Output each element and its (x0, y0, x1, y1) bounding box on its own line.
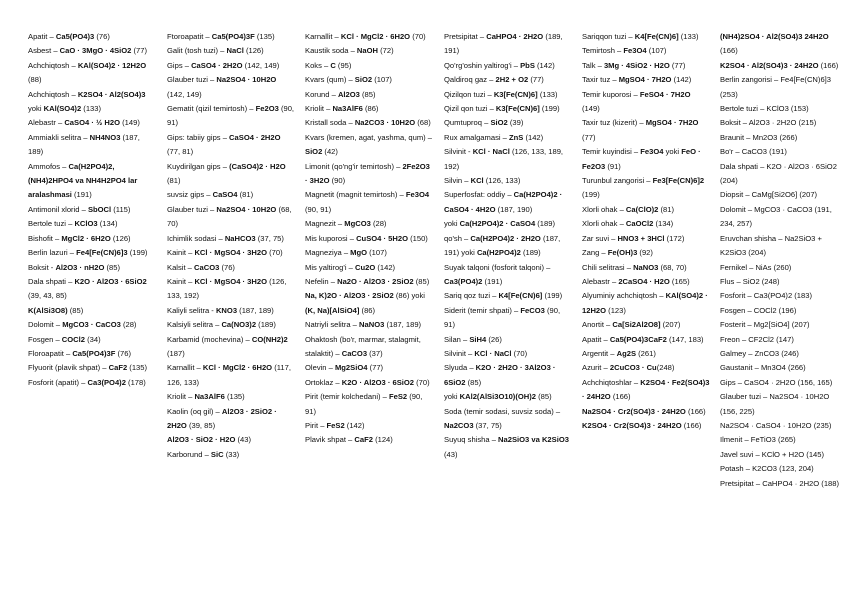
index-entry: Antimonil xlorid – SbOCl (115) (28, 204, 131, 214)
index-entry: Plavik shpat – CaF2 (124) (305, 435, 393, 445)
index-entry: Boksit – Al2O3 · 2H2O (215) (720, 118, 817, 128)
index-entry: Xlorli ohak – CaOCl2 (134) (582, 219, 674, 229)
index-entry: Achchiqtosh – K2SO4 · Al2(SO4)3 (28, 89, 146, 99)
index-entry: Dolomit – MgCO3 · CaCO3 (191, 234, 257) (720, 204, 832, 229)
index-entry: Qo'rg'oshin yaltirog'i – PbS (142) (444, 60, 555, 70)
index-entry: Nefelin – Na2O · Al2O3 · 2SiO2 (85) (305, 276, 430, 286)
index-entry: Diopsit – CaMg[Si2O6] (207) (720, 190, 818, 200)
index-entry: Karnallit – KCl · MgCl2 · 6H2O (70) (305, 32, 426, 41)
index-entry: Taxir tuz (kizerit) – MgSO4 · 7H2O (77) (582, 118, 699, 142)
index-entry: Gips – CaSO4 · 2H2O (142, 149) (167, 60, 280, 70)
index-entry: Freon – CF2Cl2 (147) (720, 334, 794, 344)
index-entry: Ilmenit – FeTiO3 (265) (720, 435, 796, 445)
index-entry: Mis kuporosi – CuSO4 · 5H2O (150) (305, 233, 428, 243)
index-column-4 (444, 30, 572, 462)
index-entry: Achchiqtoshlar – K2SO4 · Fe2(SO4)3 · 24H2O (166) (582, 377, 710, 402)
index-entry: Achchiqtosh – KAl(SO4)2 · 12H2O (88) (28, 60, 147, 85)
index-entry: Pirit (temir kolchedani) – FeS2 (90, 91) (305, 392, 423, 416)
index-entry: Berlin zangorisi – Fe4[Fe(CN)6]3 (253) (720, 75, 831, 99)
index-entry: Flyuorit (plavik shpat) – CaF2 (135) (28, 363, 148, 373)
index-entry: Gips: tabiiy gips – CaSO4 · 2H2O (77, 81) (167, 132, 281, 157)
index-entry: suvsiz gips – CaSO4 (81) (167, 190, 254, 200)
index-entry: Fosforit (apatit) – Ca3(PO4)2 (178) (28, 377, 146, 387)
index-entry: Qizilqon tuzi – K3[Fe(CN)6] (133) (444, 89, 558, 99)
index-entry: Temir kuporosi – FeSO4 · 7H2O (149) (582, 89, 691, 114)
index-entry: Ammiakli selitra – NH4NO3 (187, 189) (28, 132, 140, 157)
index-entry: Karnallit – KCl · MgCl2 · 6H2O (117, 126, 133) (167, 363, 291, 387)
index-entry: Fosforit – Ca3(PO4)2 (183) (720, 291, 813, 301)
index-entry: Qumtuproq – SiO2 (39) (444, 118, 524, 128)
index-entry: Kuydirilgan gips – (CaSO4)2 · H2O (81) (167, 161, 286, 186)
index-entry: Braunit – Mn2O3 (266) (720, 132, 798, 142)
index-entry: Eruvchan shisha – Na2SiO3 + K2SiO3 (204) (720, 233, 822, 258)
index-entry: Alebastr – 2CaSO4 · H2O (165) (582, 276, 690, 286)
index-entry: Pirit – FeS2 (142) (305, 420, 365, 430)
index-entry: Flus – SiO2 (248) (720, 276, 780, 286)
index-entry: Kvars (kremen, agat, yashma, qum) – SiO2 (42) (305, 132, 433, 157)
index-entry: Alyuminiy achchiqtosh – KAl(SO4)2 · 12H2O (123) (582, 291, 708, 315)
index-entry: (K, Na)[AlSiO4] (86) (305, 305, 376, 315)
index-entry: Kalsit – CaCO3 (76) (167, 262, 235, 272)
index-entry: Gaustanit – Mn3O4 (266) (720, 363, 806, 373)
index-entry: Dala shpati – K2O · Al2O3 · 6SiO2 (39, 43, 85) (28, 276, 147, 301)
index-entry: Mis yaltirog'i – Cu2O (142) (305, 262, 396, 272)
index-entry: Sariqqon tuzi – K4[Fe(CN)6] (133) (582, 32, 699, 41)
index-entry: Qaldiroq gaz – 2H2 + O2 (77) (444, 75, 544, 85)
index-entry: Siderit (temir shpati) – FeCO3 (90, 91) (444, 305, 561, 330)
index-entry: qo'sh – Ca(H2PO4)2 · 2H2O (187, 191) yoki Ca(H2PO4)2 (189) (444, 233, 561, 258)
index-entry: Korund – Al2O3 (85) (305, 89, 376, 99)
index-entry: yoki KAl(SO4)2 (133) (28, 104, 102, 114)
index-entry: Asbest – CaO · 3MgO · 4SiO2 (77) (28, 46, 148, 56)
index-entry: Fosgen – COCl2 (34) (28, 334, 101, 344)
index-entry: Qizil qon tuzi – K3[Fe(CN)6] (199) (444, 104, 560, 114)
index-entry: Boksit - Al2O3 · nH2O (85) (28, 262, 121, 272)
index-entry: Kaliyli selitra - KNO3 (187, 189) (167, 305, 274, 315)
index-entry: Zar suvi – HNO3 + 3HCl (172) (582, 233, 685, 243)
index-entry: Magnetit (magnit temirtosh) – Fe3O4 (90, 91) (305, 190, 430, 214)
index-entry: Silvin – KCl (126, 133) (444, 176, 521, 186)
index-page (28, 30, 840, 570)
index-entry: Turunbul zangorisi – Fe3[Fe(CN)6]2 (199) (582, 176, 705, 200)
index-entry: Karborund – SiC (33) (167, 449, 240, 459)
index-entry: Kainit – KCl · MgSO4 · 3H2O (126, 133, 192) (167, 276, 287, 301)
index-entry: Apatit – Ca5(PO4)3CaF2 (147, 183) (582, 334, 704, 344)
index-column-5 (582, 30, 710, 433)
index-entry: Kaustik soda – NaOH (72) (305, 46, 394, 56)
index-entry: Magnezit – MgCO3 (28) (305, 219, 387, 229)
index-entry: Kainit – KCl · MgSO4 · 3H2O (70) (167, 248, 283, 258)
index-entry: Limonit (qo'ng'ir temirtosh) – 2Fe2O3 · 3H2O (90) (305, 161, 430, 186)
index-entry: Magneziya – MgO (107) (305, 248, 387, 258)
index-entry: Bertole tuzi – KClO3 (153) (720, 104, 809, 114)
index-entry: Olevin – Mg2SiO4 (77) (305, 363, 384, 373)
index-entry: Floroapatit – Ca5(PO4)3F (76) (28, 348, 131, 358)
index-entry: Karbamid (mochevina) – CO(NH2)2 (187) (167, 334, 288, 358)
index-entry: Silan – SiH4 (26) (444, 334, 502, 344)
index-column-2 (167, 30, 295, 462)
index-entry: Kalsiyli selitra – Ca(NO3)2 (189) (167, 320, 276, 330)
index-entry: Ftoroapatit – Ca5(PO4)3F (135) (167, 32, 275, 41)
index-entry: Alebastr – CaSO4 · ½ H2O (149) (28, 118, 140, 128)
index-entry: (NH4)2SO4 · Al2(SO4)3 24H2O (166) (720, 32, 829, 56)
index-entry: yoki Ca(H2PO4)2 · CaSO4 (189) (444, 219, 556, 229)
index-entry: Bo'r – CaCO3 (191) (720, 147, 787, 157)
index-entry: Pretsipitat – CaHPO4 · 2H2O (188) (720, 478, 840, 488)
index-entry: Kriolit – Na3AlF6 (86) (305, 104, 379, 114)
index-entry: Kvars (qum) – SiO2 (107) (305, 75, 392, 85)
index-column-6 (720, 30, 842, 491)
index-entry: Suyak talqoni (fosforit talqoni) – Ca3(PO4)2 (191) (444, 262, 551, 286)
index-entry: Temir kuyindisi – Fe3O4 yoki FeO · Fe2O3 (91) (582, 147, 701, 171)
index-entry: Chili selitrasi – NaNO3 (68, 70) (582, 262, 687, 272)
index-entry: yoki KAl2(AlSi3O10)(OH)2 (85) (444, 392, 552, 402)
index-entry: Na, K)2O · Al2O3 · 2SiO2 (86) yoki (305, 291, 425, 301)
index-entry: Anortit – Ca[Si2Al2O8] (207) (582, 320, 681, 330)
index-entry: Pretsipitat – CaHPO4 · 2H2O (189, 191) (444, 32, 563, 56)
index-entry: Talk – 3Mg · 4SiO2 · H2O (77) (582, 60, 686, 70)
index-entry: Soda (temir sodasi, suvsiz soda) – Na2CO3 (37, 75) (444, 406, 561, 430)
index-entry: Potash – K2CO3 (123, 204) (720, 464, 814, 474)
index-entry: K2SO4 · Al2(SO4)3 · 24H2O (166) (720, 60, 839, 70)
index-entry: Glauber tuzi – Na2SO4 · 10H2O (142, 149) (167, 75, 277, 99)
index-entry: Silvinit - KCl · NaCl (126, 133, 189, 192) (444, 147, 564, 171)
index-entry: Bertole tuzi – KClO3 (134) (28, 219, 118, 229)
index-entry: Gematit (qizil temirtosh) – Fe2O3 (90, 91) (167, 104, 295, 128)
index-entry: Al2O3 · SiO2 · H2O (43) (167, 435, 251, 445)
index-entry: Ortoklaz – K2O · Al2O3 · 6SiO2 (70) (305, 377, 430, 387)
index-entry: Na2SO4 · Cr2(SO4)3 · 24H2O (166) (582, 406, 706, 416)
index-entry: Ohaktosh (bo'r, marmar, stalagmit, stalaktit) – CaCO3 (37) (305, 334, 421, 358)
index-entry: Temirtosh – Fe3O4 (107) (582, 46, 667, 56)
index-entry: Galmey – ZnCO3 (246) (720, 348, 799, 358)
index-entry: Zang – Fe(OH)3 (92) (582, 248, 653, 258)
index-entry: Kristall soda – Na2CO3 · 10H2O (68) (305, 118, 431, 128)
index-column-3 (305, 30, 433, 448)
index-entry: Natriyli selitra – NaNO3 (187, 189) (305, 320, 422, 330)
index-entry: Javel suvi – KClO + H2O (145) (720, 449, 825, 459)
index-column-1 (28, 30, 156, 390)
index-entry: Argentit – Ag2S (261) (582, 348, 656, 358)
index-entry: Bishofit – MgCl2 · 6H2O (126) (28, 233, 131, 243)
index-entry: Gips – CaSO4 · 2H2O (156, 165) (720, 377, 833, 387)
index-entry: Kriolit – Na3AlF6 (135) (167, 392, 245, 402)
index-entry: Galit (tosh tuzi) – NaCl (126) (167, 46, 264, 56)
index-entry: Suyuq shisha – Na2SiO3 va K2SiO3 (43) (444, 435, 569, 459)
index-entry: Glauber tuzi – Na2SO4 · 10H2O (156, 225) (720, 392, 830, 416)
index-entry: Silvinit – KCl · NaCl (70) (444, 348, 528, 358)
index-entry: Dala shpati – K2O · Al2O3 · 6SiO2 (204) (720, 161, 837, 186)
index-entry: Rux amalgamasi – ZnS (142) (444, 132, 544, 142)
index-entry: Na2SO4 · CaSO4 · 10H2O (235) (720, 420, 832, 430)
index-entry: Apatit – Ca5(PO4)3 (76) (28, 32, 110, 41)
index-entry: Taxir tuz – MgSO4 · 7H2O (142) (582, 75, 692, 85)
index-entry: Berlin lazuri – Fe4[Fe(CN)6]3 (199) (28, 248, 148, 258)
index-entry: Glauber tuzi – Na2SO4 · 10H2O (68, 70) (167, 204, 292, 229)
index-entry: K(AlSi3O8) (85) (28, 305, 84, 315)
index-entry: Dolomit – MgCO3 · CaCO3 (28) (28, 320, 137, 330)
index-entry: Slyuda – K2O · 2H2O · 3Al2O3 · 6SiO2 (85) (444, 363, 556, 387)
index-entry: Superfosfat: oddiy – Ca(H2PO4)2 · CaSO4 · 4H2O (187, 190) (444, 190, 563, 214)
index-entry: Fosterit – Mg2[SiO4] (207) (720, 320, 810, 330)
index-entry: Fosgen – COCl2 (196) (720, 305, 797, 315)
index-entry: Ammofos – Ca(H2PO4)2, (NH4)2HPO4 va NH4H2PO4 lar aralashmasi (191) (28, 161, 138, 200)
index-entry: Sariq qoz tuzi – K4[Fe(CN)6] (199) (444, 291, 563, 301)
index-entry: K2SO4 · Cr2(SO4)3 · 24H2O (166) (582, 420, 702, 430)
index-entry: Xlorli ohak – Ca(ClO)2 (81) (582, 204, 675, 214)
index-entry: Koks – C (95) (305, 60, 352, 70)
index-entry: Kaolin (oq gil) – Al2O3 · 2SiO2 · 2H2O (39, 85) (167, 406, 277, 430)
index-entry: Ichimlik sodasi – NaHCO3 (37, 75) (167, 233, 284, 243)
index-entry: Azurit – 2CuCO3 · Cu(248) (582, 363, 675, 373)
index-entry: Fernikel – NiAs (260) (720, 262, 792, 272)
